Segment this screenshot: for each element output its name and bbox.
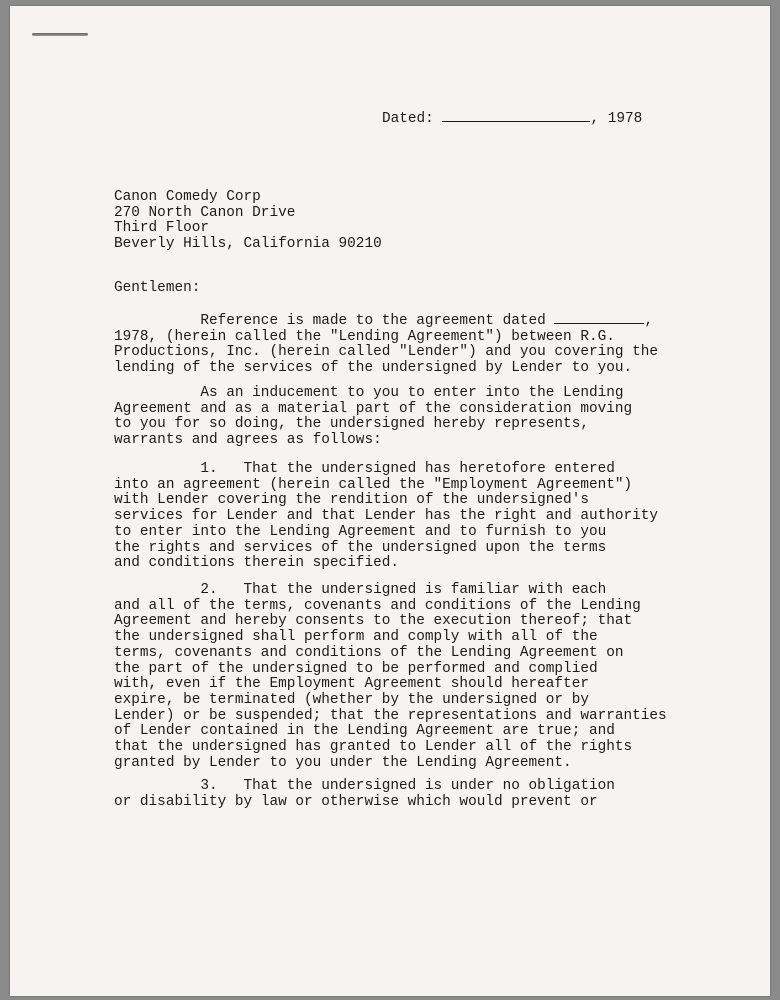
paragraph-line: 1978, (herein called the "Lending Agreement") between R.G. — [114, 328, 615, 345]
address-line: Beverly Hills, California 90210 — [114, 236, 382, 253]
paragraph-line: terms, covenants and conditions of the Lending Agreement on — [114, 644, 624, 661]
paragraph-item-2 — [114, 583, 714, 771]
date-blank — [442, 110, 590, 122]
paragraph-line: and conditions therein specified. — [114, 555, 399, 572]
paragraph-line: 2. That the undersigned is familiar with each — [114, 582, 607, 598]
paragraph-reference — [114, 312, 714, 377]
paragraph-line: granted by Lender to you under the Lending Agreement. — [114, 754, 572, 771]
paragraph-line: Productions, Inc. (herein called "Lender") and you covering the — [114, 344, 659, 361]
paragraph-line: to you for so doing, the undersigned hereby represents, — [114, 416, 589, 433]
document-page — [10, 6, 770, 996]
dated-year: , 1978 — [590, 111, 643, 127]
paragraph-line: the part of the undersigned to be performed and complied — [114, 660, 598, 677]
paragraph-line: 3. That the undersigned is under no obligation — [114, 778, 615, 794]
paragraph-line: and all of the terms, covenants and conditions of the Lending — [114, 597, 641, 614]
dated-line — [382, 110, 642, 128]
address-line: Canon Comedy Corp — [114, 189, 261, 205]
paragraph-line: with Lender covering the rendition of the undersigned's — [114, 492, 589, 509]
recipient-address — [114, 190, 382, 253]
paragraph-line: into an agreement (herein called the "Employment Agreement") — [114, 476, 633, 493]
paragraph-line: Agreement and as a material part of the consideration moving — [114, 400, 633, 417]
paragraph-line: 1. That the undersigned has heretofore entered — [114, 461, 615, 477]
paragraph-line: or disability by law or otherwise which would prevent or — [114, 793, 598, 810]
paragraph-line: of Lender contained in the Lending Agreement are true; and — [114, 723, 615, 740]
paragraph-line: expire, be terminated (whether by the undersigned or by — [114, 691, 589, 708]
paragraph-item-1 — [114, 462, 714, 572]
paragraph-line: the rights and services of the undersigned upon the terms — [114, 539, 607, 556]
paragraph-line: services for Lender and that Lender has the right and authority — [114, 508, 659, 525]
paragraph-item-3 — [114, 779, 714, 810]
paragraph-inducement — [114, 386, 714, 449]
paragraph-line: Agreement and hereby consents to the execution thereof; that — [114, 613, 633, 630]
address-line: 270 North Canon Drive — [114, 204, 296, 221]
paragraph-line: Lender) or be suspended; that the representations and warranties — [114, 707, 667, 724]
paragraph-line: to enter into the Lending Agreement and to furnish to you — [114, 523, 607, 540]
paragraph-line: Reference is made to the agreement dated , — [114, 313, 654, 329]
salutation: Gentlemen: — [114, 280, 201, 296]
paragraph-line: the undersigned shall perform and comply with all of the — [114, 629, 598, 646]
paragraph-text: Reference is made to the agreement dated — [114, 313, 555, 329]
paragraph-line: with, even if the Employment Agreement should hereafter — [114, 676, 589, 693]
paragraph-line: that the undersigned has granted to Lender all of the rights — [114, 739, 633, 756]
paragraph-line: As an inducement to you to enter into the Lending — [114, 385, 624, 401]
address-line: Third Floor — [114, 220, 209, 237]
paragraph-line: lending of the services of the undersigned by Lender to you. — [114, 360, 633, 377]
dated-label: Dated: — [382, 111, 434, 127]
paragraph-line: warrants and agrees as follows: — [114, 432, 382, 449]
agreement-date-blank — [554, 312, 644, 324]
letter-body — [10, 6, 770, 996]
